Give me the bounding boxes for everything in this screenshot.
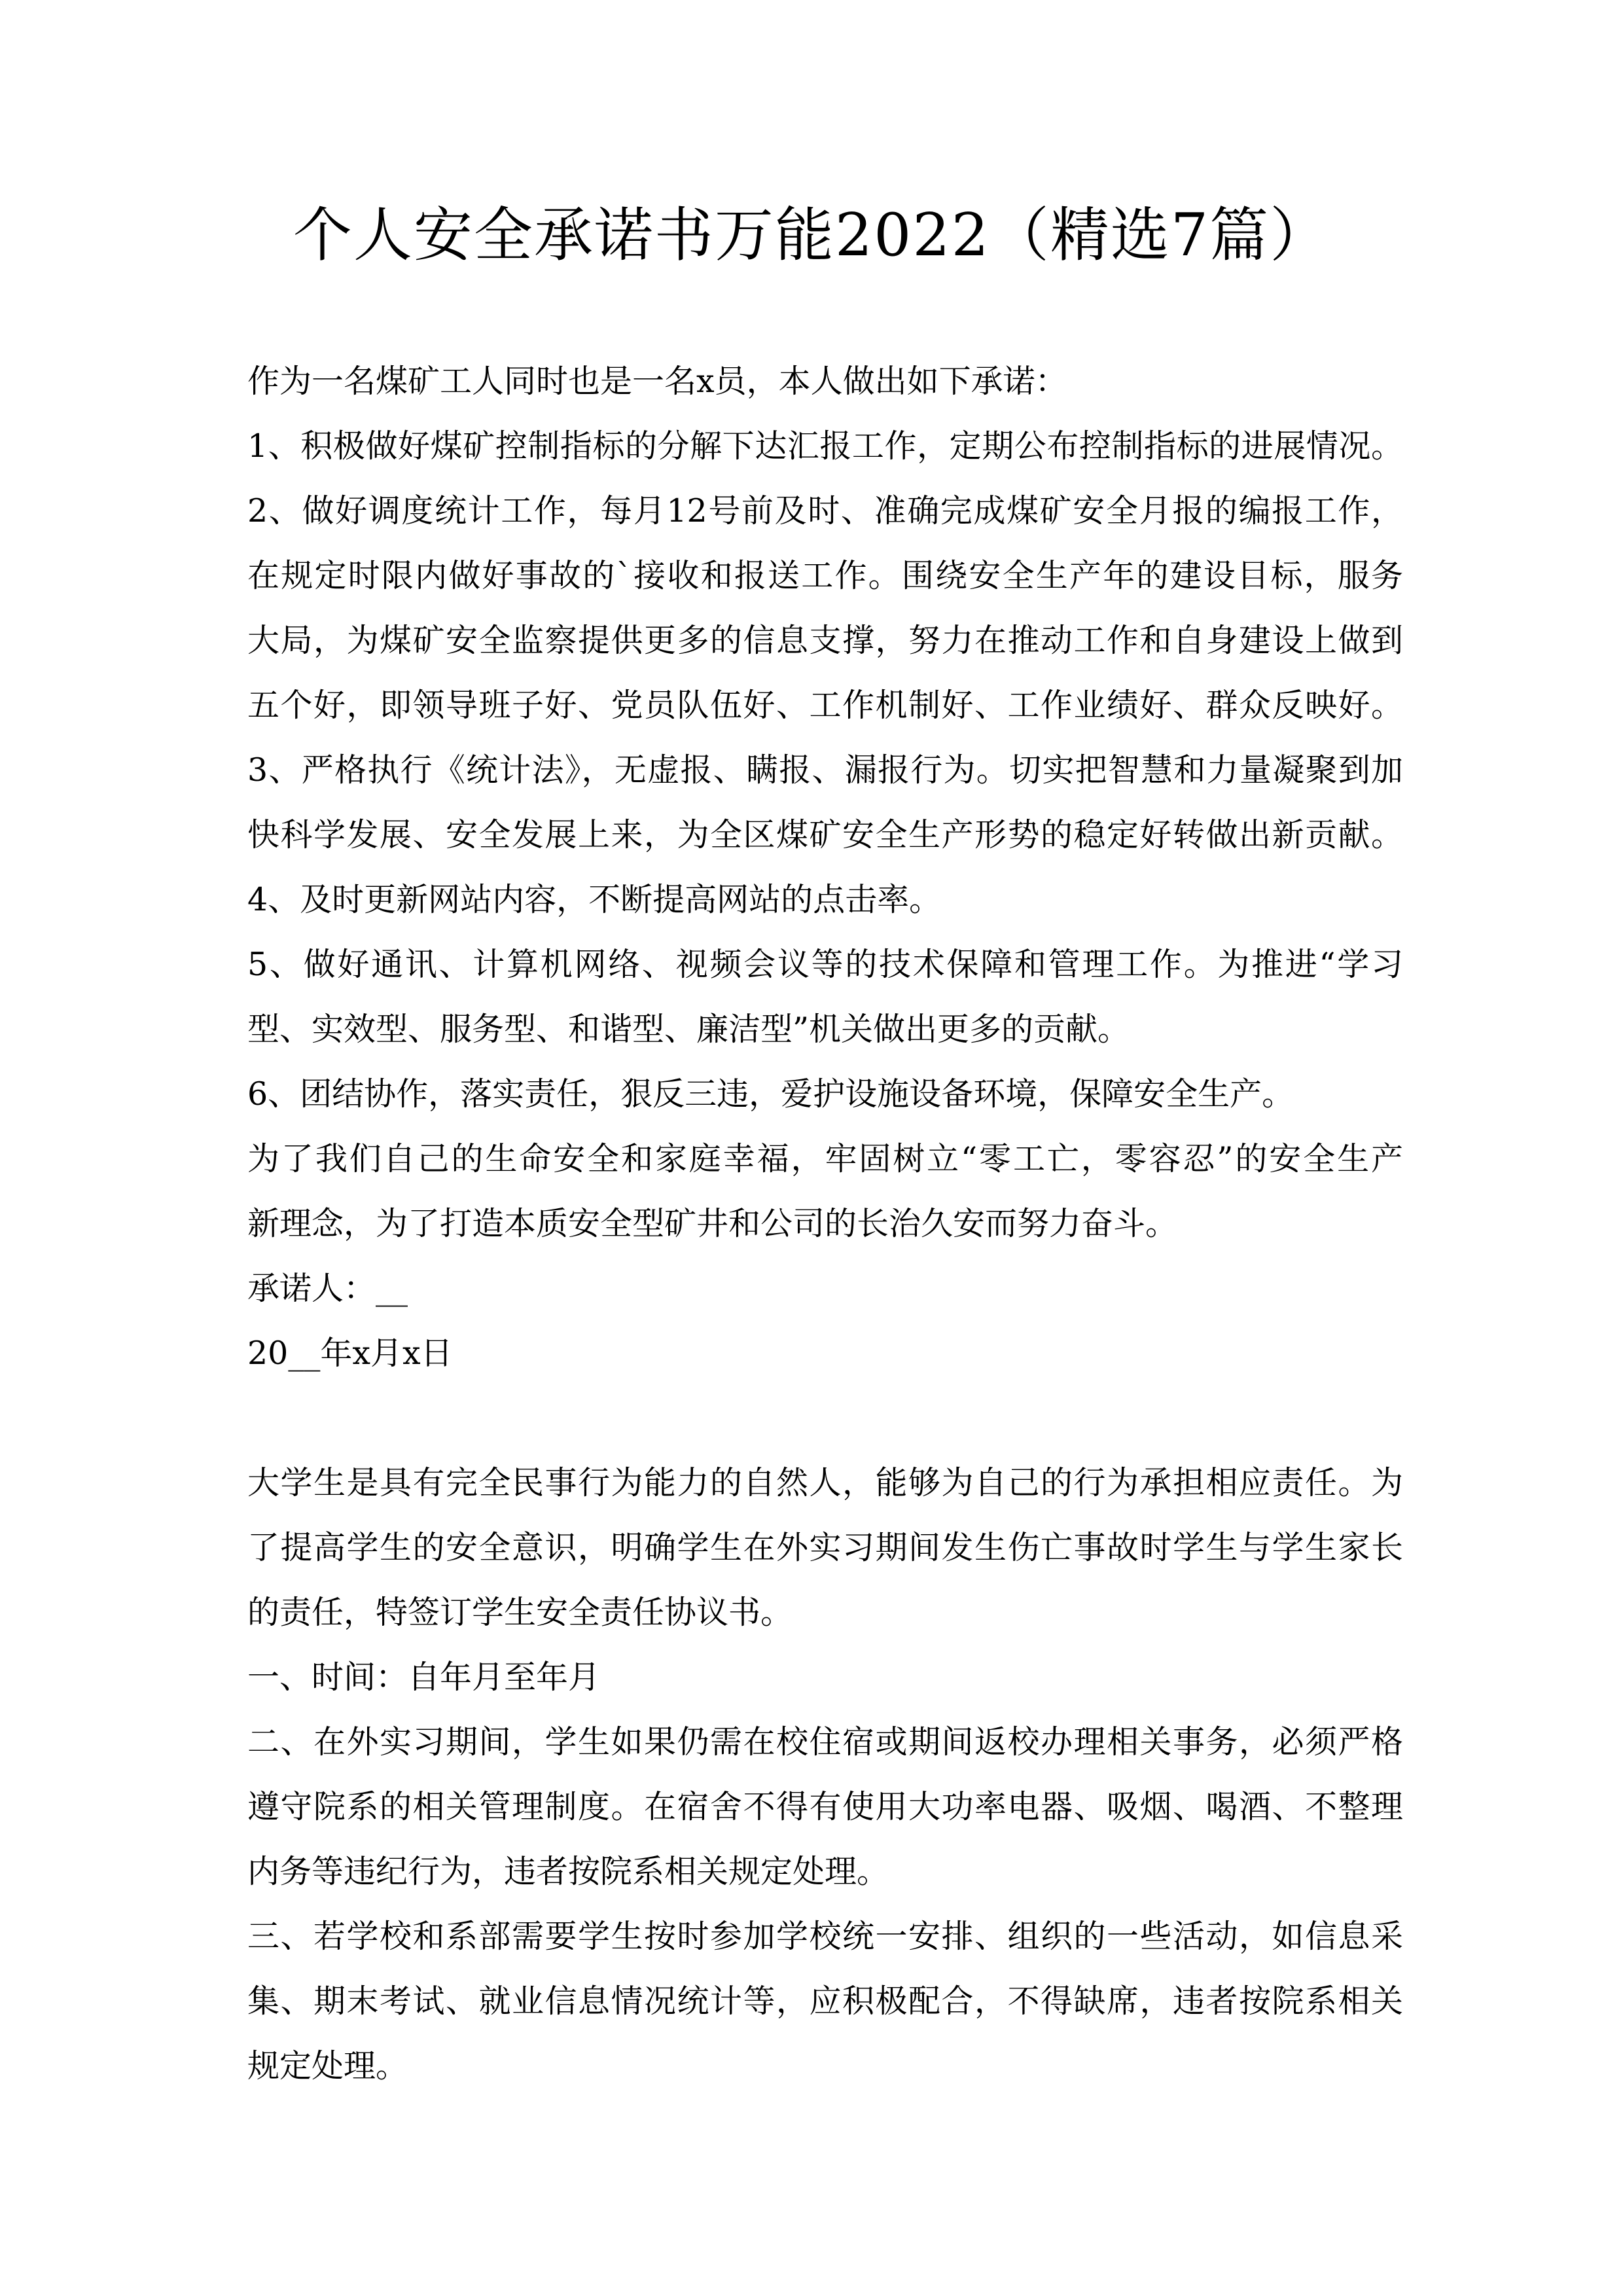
text-line: 4、及时更新网站内容，不断提高网站的点击率。 xyxy=(247,881,942,918)
text-line: 一、时间：自年月至年月 xyxy=(247,1659,601,1696)
section-student-agreement xyxy=(247,1450,1403,2098)
text-line: 5、做好通讯、计算机网络、视频会议等的技术保障和管理工作。为推进“学习 xyxy=(247,946,1403,983)
text-line: 作为一名煤矿工人同时也是一名x员，本人做出如下承诺： xyxy=(247,363,1067,400)
text-line: 型、实效型、服务型、和谐型、廉洁型”机关做出更多的贡献。 xyxy=(247,1011,1130,1048)
text-line: 大局，为煤矿安全监察提供更多的信息支撑，努力在推动工作和自身建设上做到 xyxy=(247,622,1403,659)
text-line: 为了我们自己的生命安全和家庭幸福，牢固树立“零工亡，零容忍”的安全生产 xyxy=(247,1140,1403,1177)
text-line: 20__年x月x日 xyxy=(247,1335,453,1372)
text-line: 规定处理。 xyxy=(247,2047,408,2085)
text-line: 五个好，即领导班子好、党员队伍好、工作机制好、工作业绩好、群众反映好。 xyxy=(247,687,1403,724)
text-line: 1、积极做好煤矿控制指标的分解下达汇报工作，定期公布控制指标的进展情况。 xyxy=(247,427,1403,465)
document-body xyxy=(247,349,1403,2098)
text-line: 3、严格执行《统计法》，无虚报、瞒报、漏报行为。切实把智慧和力量凝聚到加 xyxy=(247,751,1403,789)
text-line: 在规定时限内做好事故的`接收和报送工作。围绕安全生产年的建设目标，服务 xyxy=(247,557,1403,594)
section-commitment xyxy=(247,349,1403,1386)
text-line: 遵守院系的相关管理制度。在宿舍不得有使用大功率电器、吸烟、喝酒、不整理 xyxy=(247,1788,1403,1825)
text-line: 的责任，特签订学生安全责任协议书。 xyxy=(247,1594,793,1631)
text-line: 三、若学校和系部需要学生按时参加学校统一安排、组织的一些活动，如信息采 xyxy=(247,1918,1403,1955)
text-line: 快科学发展、安全发展上来，为全区煤矿安全生产形势的稳定好转做出新贡献。 xyxy=(247,816,1403,853)
text-line: 大学生是具有完全民事行为能力的自然人，能够为自己的行为承担相应责任。为 xyxy=(247,1464,1403,1501)
text-line: 了提高学生的安全意识，明确学生在外实习期间发生伤亡事故时学生与学生家长 xyxy=(247,1529,1403,1566)
text-line: 承诺人：__ xyxy=(247,1270,408,1307)
document-title: 个人安全承诺书万能2022（精选7篇） xyxy=(293,201,1330,270)
text-line: 2、做好调度统计工作，每月12号前及时、准确完成煤矿安全月报的编报工作， xyxy=(247,492,1403,529)
text-line: 二、在外实习期间，学生如果仍需在校住宿或期间返校办理相关事务，必须严格 xyxy=(247,1723,1403,1761)
text-line: 内务等违纪行为，违者按院系相关规定处理。 xyxy=(247,1853,889,1890)
text-line: 新理念，为了打造本质安全型矿井和公司的长治久安而努力奋斗。 xyxy=(247,1205,1178,1242)
text-line: 集、期末考试、就业信息情况统计等，应积极配合，不得缺席，违者按院系相关 xyxy=(247,1982,1403,2020)
text-line: 6、团结协作，落实责任，狠反三违，爱护设施设备环境，保障安全生产。 xyxy=(247,1075,1294,1113)
section-gap xyxy=(247,1386,1403,1450)
